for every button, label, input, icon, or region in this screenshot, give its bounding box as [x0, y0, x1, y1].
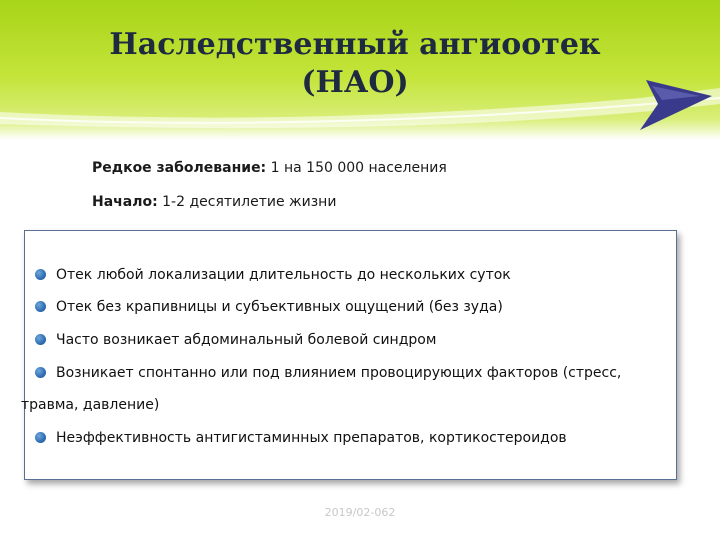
- title-line-2: (НАО): [301, 65, 409, 100]
- list-item: [25, 422, 665, 454]
- fact-onset-label: Начало:: [92, 194, 158, 210]
- fact-onset-value: 1-2 десятилетие жизни: [157, 194, 337, 210]
- list-item: [25, 357, 665, 389]
- bullet-icon: [35, 367, 46, 378]
- list-item-text: Отек без крапивницы и субъективных ощущений (без зуда): [56, 299, 503, 315]
- list-item: [25, 259, 665, 291]
- list-item-text: Неэффективность антигистаминных препаратов, кортикостероидов: [56, 430, 567, 446]
- bullet-icon: [35, 269, 46, 280]
- page-title: [60, 26, 650, 102]
- fact-prevalence-label: Редкое заболевание:: [92, 160, 267, 176]
- list-item-text: Отек любой локализации длительность до нескольких суток: [56, 267, 511, 283]
- list-item-text: Возникает спонтанно или под влиянием провоцирующих факторов (стресс,: [56, 365, 622, 381]
- list-item-text: Часто возникает абдоминальный болевой синдром: [56, 332, 437, 348]
- footer-code: 2019/02-062: [324, 506, 396, 519]
- list-item-continuation: [21, 389, 661, 421]
- symptoms-box: [21, 230, 677, 480]
- list-item: [25, 291, 665, 323]
- bullet-icon: [35, 334, 46, 345]
- list-item-text: травма, давление): [21, 397, 160, 413]
- bullet-icon: [35, 432, 46, 443]
- fact-prevalence-value: 1 на 150 000 населения: [266, 160, 447, 176]
- fact-onset: [92, 194, 336, 210]
- bullet-icon: [35, 301, 46, 312]
- list-item: [25, 324, 665, 356]
- title-line-1: Наследственный ангиоотек: [109, 27, 601, 62]
- fact-prevalence: [92, 160, 447, 176]
